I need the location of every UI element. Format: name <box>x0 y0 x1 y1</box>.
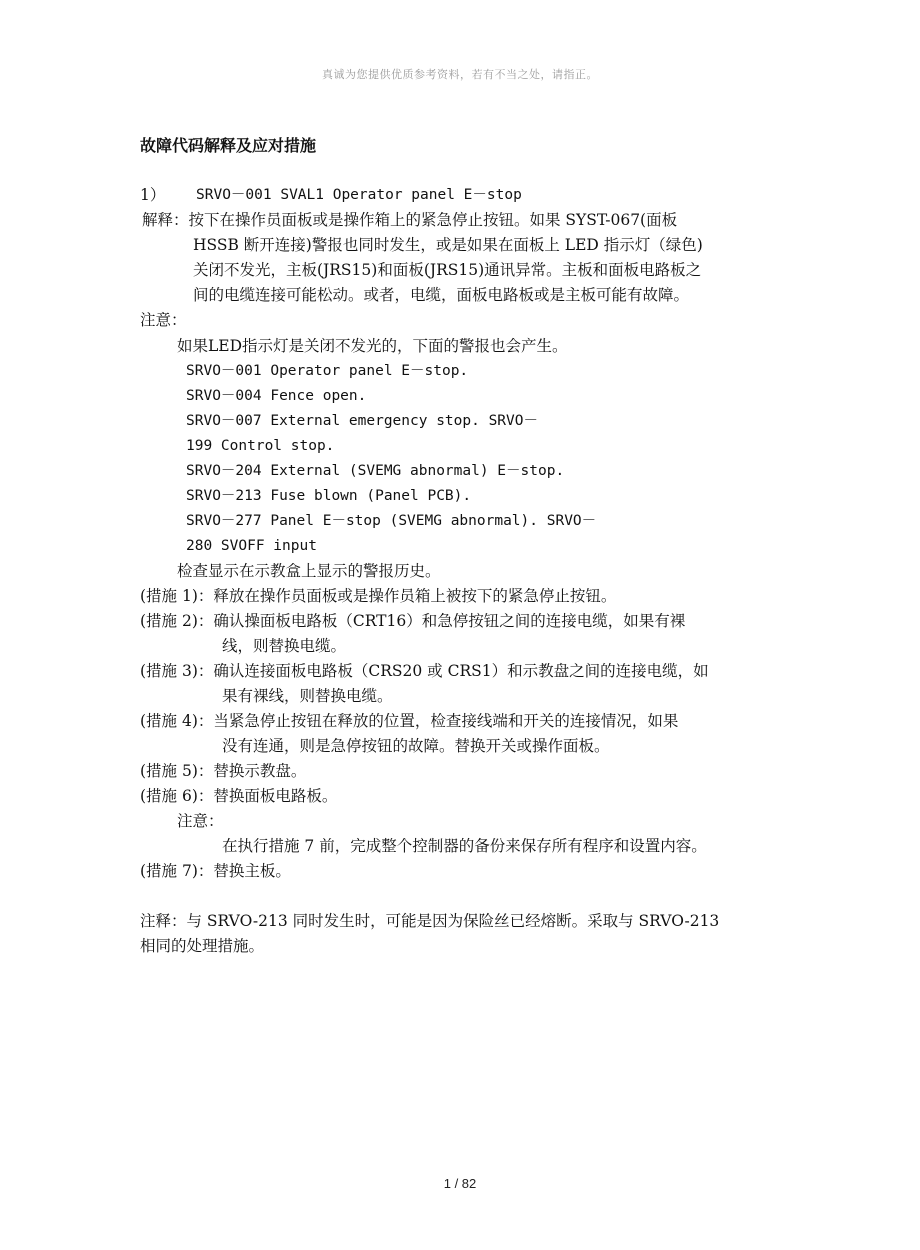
alarm-line: SRVO－001 Operator panel E－stop. <box>186 363 469 379</box>
explanation-line: HSSB 断开连接)警报也同时发生，或是如果在面板上 LED 指示灯（绿色) <box>193 236 703 254</box>
remark-line: 注释：与 SRVO-213 同时发生时，可能是因为保险丝已经熔断。采取与 SRVO-213 <box>140 912 720 930</box>
note-intro: 如果LED指示灯是关闭不发光的，下面的警报也会产生。 <box>177 337 568 355</box>
alarm-line: 280 SVOFF input <box>186 538 317 554</box>
alarm-line: 199 Control stop. <box>186 438 335 454</box>
item-number: 1） <box>140 186 166 204</box>
explanation-line: 关闭不发光，主板(JRS15)和面板(JRS15)通讯异常。主板和面板电路板之 <box>193 261 702 279</box>
measure-line: (措施 2)：确认操面板电路板（CRT16）和急停按钮之间的连接电缆，如果有裸 <box>140 612 686 630</box>
measure-line: (措施 6)：替换面板电路板。 <box>140 787 338 805</box>
alarm-line: SRVO－213 Fuse blown (Panel PCB). <box>186 488 472 504</box>
alarm-line: SRVO－277 Panel E－stop (SVEMG abnormal). SRVO－ <box>186 513 597 529</box>
explanation-line: 解释：按下在操作员面板或是操作箱上的紧急停止按钮。如果 SYST-067(面板 <box>142 211 678 229</box>
note2-text: 在执行措施 7 前，完成整个控制器的备份来保存所有程序和设置内容。 <box>222 837 707 855</box>
document-title: 故障代码解释及应对措施 <box>140 136 317 155</box>
item-code: SRVO－001 SVAL1 Operator panel E－stop <box>196 187 522 203</box>
note-label: 注意： <box>140 311 187 329</box>
measure-7: (措施 7)：替换主板。 <box>140 862 291 880</box>
check-history: 检查显示在示教盒上显示的警报历史。 <box>177 562 441 580</box>
explanation-line: 间的电缆连接可能松动。或者，电缆，面板电路板或是主板可能有故障。 <box>193 286 690 304</box>
alarm-line: SRVO－204 External (SVEMG abnormal) E－stop. <box>186 463 565 479</box>
measure-line: (措施 1)：释放在操作员面板或是操作员箱上被按下的紧急停止按钮。 <box>140 587 617 605</box>
measure-line: 没有连通，则是急停按钮的故障。替换开关或操作面板。 <box>222 737 610 755</box>
measure-line: (措施 4)：当紧急停止按钮在释放的位置，检查接线端和开关的连接情况，如果 <box>140 712 679 730</box>
measure-line: (措施 5)：替换示教盘。 <box>140 762 307 780</box>
measure-line: 线，则替换电缆。 <box>222 637 347 655</box>
measure-line: (措施 3)：确认连接面板电路板（CRS20 或 CRS1）和示教盘之间的连接电缆，如 <box>140 662 709 680</box>
remark-line: 相同的处理措施。 <box>140 937 265 955</box>
measure-line: 果有裸线，则替换电缆。 <box>222 687 393 705</box>
header-watermark: 真诚为您提供优质参考资料，若有不当之处，请指正。 <box>322 68 598 81</box>
alarm-line: SRVO－004 Fence open. <box>186 388 367 404</box>
alarm-line: SRVO－007 External emergency stop. SRVO－ <box>186 413 539 429</box>
page-number: 1 / 82 <box>443 1176 477 1191</box>
note2-label: 注意： <box>177 812 224 830</box>
